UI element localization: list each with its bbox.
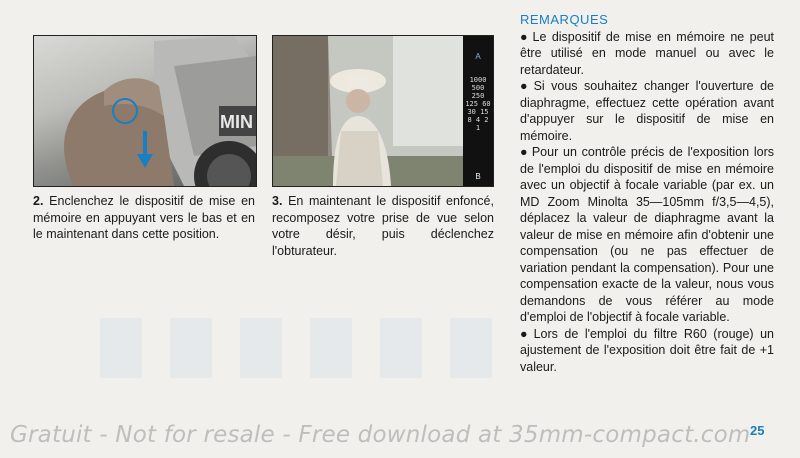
camera-illustration [34,36,256,186]
remark-item [520,29,774,79]
step-2-text: Enclenchez le dispositif de mise en mémoire en appuyant vers le bas et en le maintenant dans cette position. [33,194,255,241]
remarks-section [520,12,774,375]
viewfinder-bottom-label: B [475,172,481,181]
remark-text: Le dispositif de mise en mémoire ne peut être utilisé en mode manuel ou avec le retardateur. [520,29,774,77]
portrait-illustration [273,36,463,186]
viewfinder-photo [272,35,494,187]
step-3-number: 3. [272,194,283,208]
page-number: 25 [750,423,765,438]
camera-brand-text: MIN [220,112,253,132]
background-tiles [100,318,500,378]
remark-text: Pour un contrôle précis de l'exposition lors de l'emploi du dispositif de mise en mémoire avec un objectif à focale variable (par ex. un MD Zoom Minolta 35—105mm f/3,5—4,5), déplacez la valeur de diaphragme avant la valeur de mise en mémoire afin d'obtenir une compensation (ou ne pas effectuer de variation pendant la compensation). Pour une compensation exacte de la valeur, nous vous demandons de vous référer au mode d'emploi de l'objectif à focale variable. [520,145,774,324]
viewfinder-top-label: A [475,52,481,61]
caption-step-2 [33,193,255,243]
camera-photo [33,35,257,187]
remark-text: Lors de l'emploi du filtre R60 (rouge) un ajustement de l'exposition doit être fait de +1 valeur. [520,326,774,374]
remark-item [520,78,774,144]
step-2-number: 2. [33,194,44,208]
remark-item [520,144,774,326]
remarks-heading: REMARQUES [520,12,609,27]
bullet-icon: ● [520,29,530,44]
bullet-icon: ● [520,145,529,159]
bullet-icon: ● [520,326,531,341]
viewfinder-shutter-scale: 1000 500 250 125 60 30 15 8 4 2 1 [465,76,491,132]
step-3-text: En maintenant le dispositif enfoncé, recomposez votre prise de vue selon votre désir, puis déclenchez l'obturateur. [272,194,494,258]
watermark: Gratuit - Not for resale - Free download at 35mm-compact.com [10,422,751,448]
remark-item [520,326,774,376]
caption-step-3 [272,193,494,259]
bullet-icon: ● [520,79,531,93]
remark-text: Si vous souhaitez changer l'ouverture de diaphragme, effectuez cette opération avant d'appuyer sur le dispositif de mise en mémoire. [520,79,774,143]
